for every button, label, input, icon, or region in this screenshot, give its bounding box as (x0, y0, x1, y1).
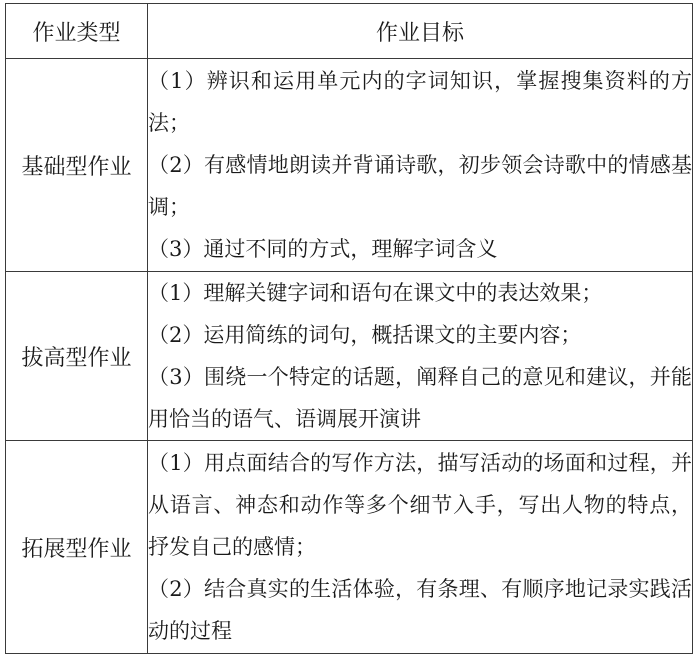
goal-item: （2）有感情地朗读并背诵诗歌，初步领会诗歌中的情感基调； (148, 153, 692, 219)
row-type-label: 拓展型作业 (6, 441, 148, 654)
header-row (6, 4, 693, 59)
table-row (6, 441, 693, 654)
table-row (6, 59, 693, 272)
table-row (6, 272, 693, 441)
header-homework-type: 作业类型 (6, 4, 148, 59)
row-type-label: 基础型作业 (6, 59, 148, 272)
goal-item: （3）围绕一个特定的话题，阐释自己的意见和建议，并能用恰当的语气、语调展开演讲 (148, 365, 692, 431)
goal-item: （1）用点面结合的写作方法，描写活动的场面和过程，并从语言、神态和动作等多个细节入手，写出人物的特点，抒发自己的感情； (148, 451, 692, 559)
row-goals (148, 272, 693, 441)
row-goals (148, 441, 693, 654)
goal-item: （2）结合真实的生活体验，有条理、有顺序地记录实践活动的过程 (148, 577, 692, 643)
goal-item: （3）通过不同的方式，理解字词含义 (148, 237, 498, 261)
goal-item: （1）理解关键字词和语句在课文中的表达效果； (148, 281, 603, 305)
header-homework-goals: 作业目标 (148, 4, 693, 59)
row-goals (148, 59, 693, 272)
goal-item: （2）运用简练的词句，概括课文的主要内容； (148, 323, 582, 347)
goal-item: （1）辨识和运用单元内的字词知识，掌握搜集资料的方法； (148, 69, 692, 135)
row-type-label: 拔高型作业 (6, 272, 148, 441)
homework-table (5, 3, 693, 654)
